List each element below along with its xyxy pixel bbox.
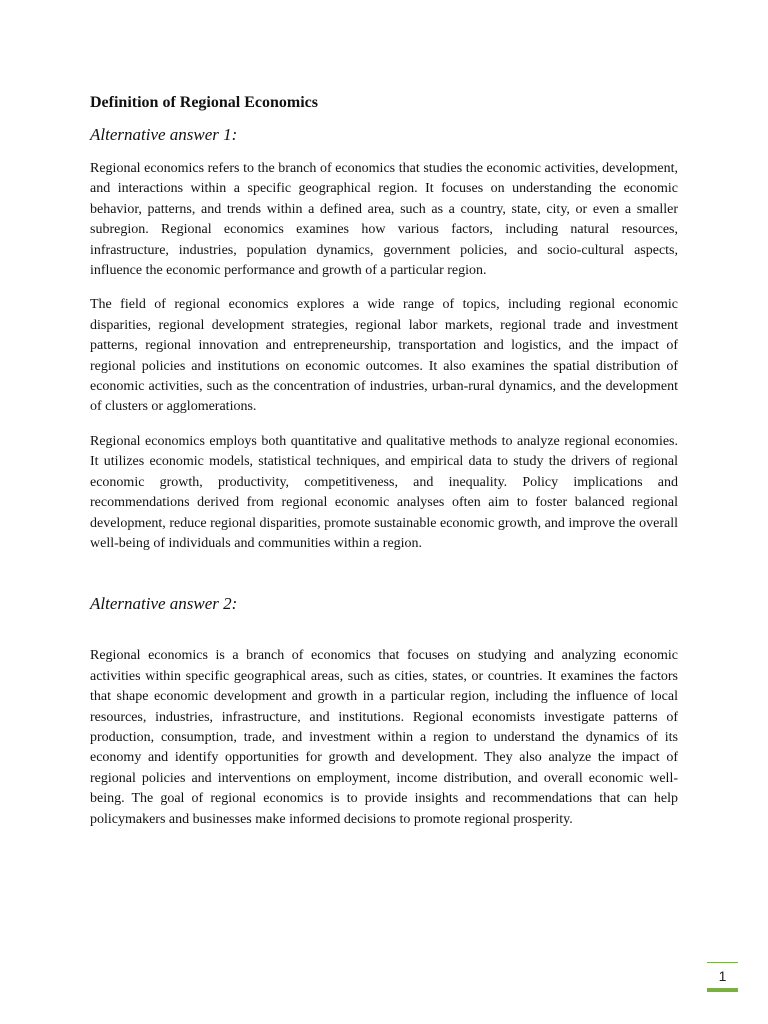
page-title: Definition of Regional Economics	[90, 94, 318, 111]
section-heading-alternative-1: Alternative answer 1:	[90, 125, 238, 144]
paragraph-1-3: Regional economics employs both quantitative and qualitative methods to analyze regional economies. It utilizes economic models, statistical techniques, and empirical data to study the drivers of regional economic growth, productivity, competitiveness, and inequality. Policy implications and recommendations derived from regional economic analyses often aim to foster balanced regional development, reduce regional disparities, promote sustainable economic growth, and improve the overall well-being of individuals and communities within a region.	[90, 433, 678, 551]
paragraph-2-1: Regional economics is a branch of economics that focuses on studying and analyzing economic activities within specific geographical areas, such as cities, states, or countries. It examines the factors that shape economic development and growth in a particular region, including the influence of local resources, industries, infrastructure, and institutions. Regional economists investigate patterns of production, consumption, trade, and investment within a region to understand the dynamics of its economy and identify opportunities for growth and development. They also analyze the impact of regional policies and interventions on employment, income distribution, and overall economic well-being. The goal of regional economics is to provide insights and recommendations that can help policymakers and businesses make informed decisions to promote regional prosperity.	[90, 648, 678, 827]
document-content	[90, 92, 678, 844]
page-number: 1	[718, 967, 727, 984]
paragraph-1-1: Regional economics refers to the branch of economics that studies the economic activities, development, and interactions within a specific geographical region. It focuses on understanding the economic behavior, patterns, and trends within a defined area, such as a country, state, city, or even a smaller subregion. Regional economics examines how various factors, including natural resources, infrastructure, industries, population dynamics, government policies, and socio-cultural aspects, influence the economic performance and growth of a particular region.	[90, 161, 678, 279]
section-heading-alternative-2: Alternative answer 2:	[90, 594, 238, 614]
page-number-footer	[707, 962, 738, 992]
paragraph-1-2: The field of regional economics explores a wide range of topics, including regional economic disparities, regional development strategies, regional labor markets, regional trade and investment patterns, regional innovation and entrepreneurship, transportation and logistics, and the impact of regional policies and institutions on economic outcomes. It also examines the spatial distribution of economic activities, such as the concentration of industries, urban-rural dynamics, and the development of clusters or agglomerations.	[90, 297, 678, 415]
